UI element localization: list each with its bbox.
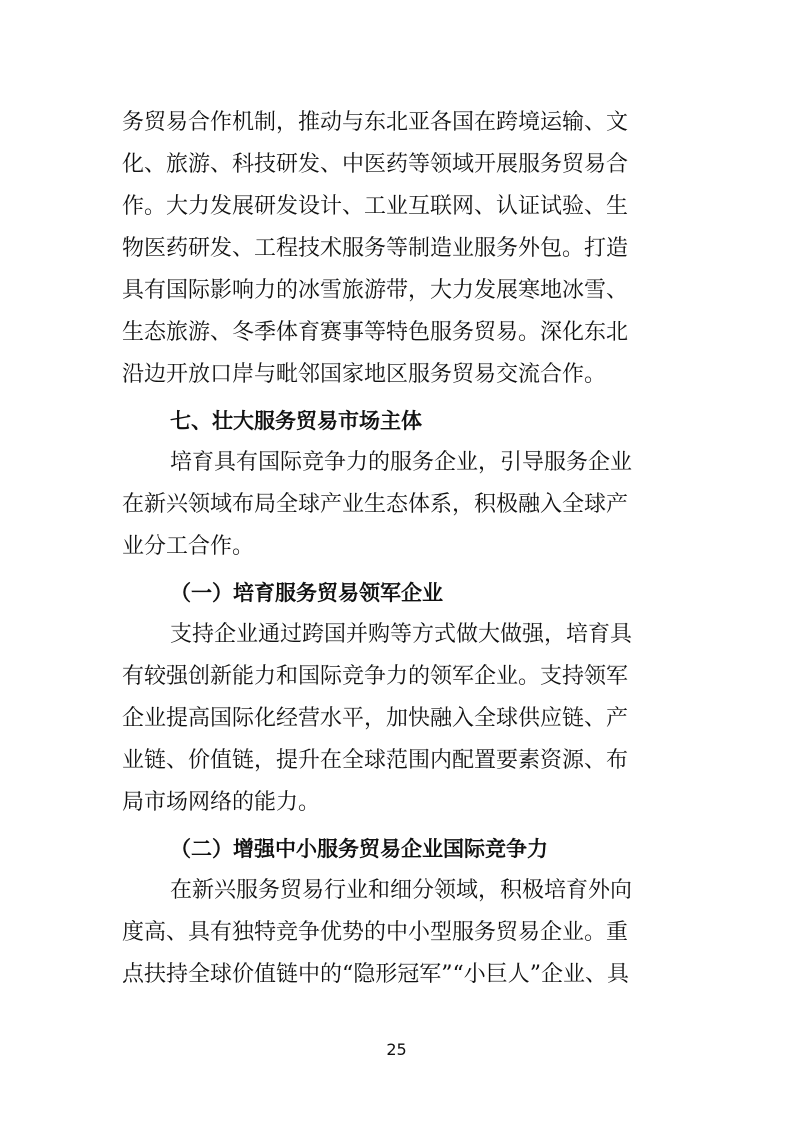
body-text-line: 在新兴服务贸易行业和细分领域，积极培育外向 <box>170 878 633 903</box>
body-text-line: 沿边开放口岸与毗邻国家地区服务贸易交流合作。 <box>122 362 607 387</box>
section-heading: 七、壮大服务贸易市场主体 <box>170 409 422 433</box>
body-text-line: 局市场网络的能力。 <box>122 790 321 815</box>
body-text-line: 生态旅游、冬季体育赛事等特色服务贸易。深化东北 <box>122 320 629 345</box>
body-text-line: 业链、价值链，提升在全球范围内配置要素资源、布 <box>122 748 629 773</box>
body-text-line: 化、旅游、科技研发、中医药等领域开展服务贸易合 <box>122 152 629 177</box>
body-text-line: 作。大力发展研发设计、工业互联网、认证试验、生 <box>122 194 629 219</box>
body-text-line: 物医药研发、工程技术服务等制造业服务外包。打造 <box>122 236 629 261</box>
body-text-line: 在新兴领域布局全球产业生态体系，积极融入全球产 <box>122 492 629 517</box>
body-text-line: 支持企业通过跨国并购等方式做大做强，培育具 <box>170 622 633 647</box>
body-text-line: 点扶持全球价值链中的“隐形冠军”“小巨人”企业、具 <box>122 962 629 987</box>
body-text-line: 度高、具有独特竞争优势的中小型服务贸易企业。重 <box>122 920 629 945</box>
subsection-heading: （一）培育服务贸易领军企业 <box>170 581 443 605</box>
body-text-line: 具有国际影响力的冰雪旅游带，大力发展寒地冰雪、 <box>122 278 629 303</box>
body-text-line: 企业提高国际化经营水平，加快融入全球供应链、产 <box>122 706 629 731</box>
subsection-heading: （二）增强中小服务贸易企业国际竞争力 <box>170 837 548 861</box>
body-text-line: 有较强创新能力和国际竞争力的领军企业。支持领军 <box>122 664 629 689</box>
body-text-line: 务贸易合作机制，推动与东北亚各国在跨境运输、文 <box>122 110 629 135</box>
page-number: 25 <box>386 1040 407 1059</box>
body-text-line: 培育具有国际竞争力的服务企业，引导服务企业 <box>170 450 633 475</box>
body-text-line: 业分工合作。 <box>122 534 255 559</box>
